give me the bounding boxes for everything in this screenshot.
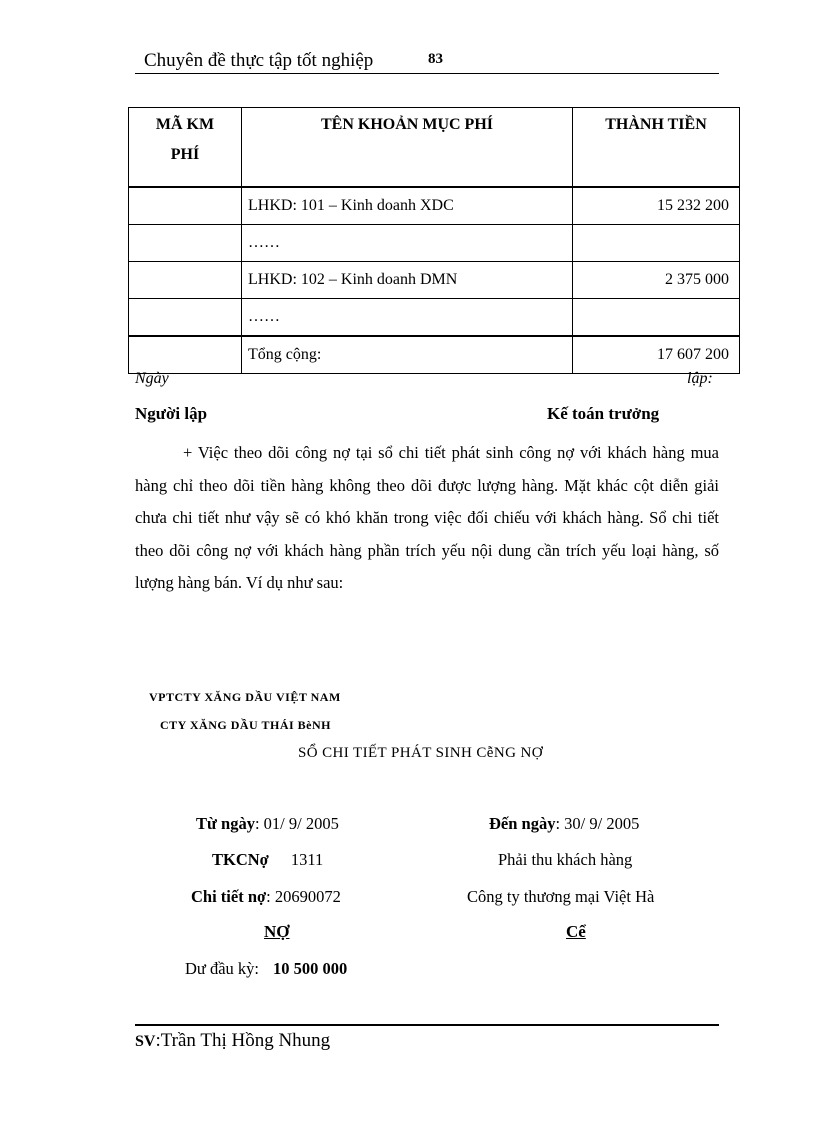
debit-account-value: 1311	[290, 850, 324, 869]
header-cost-code	[129, 108, 242, 188]
date-label: Ngày	[135, 370, 169, 387]
header-amount: THÀNH TIỀN	[573, 108, 740, 188]
table-total-row	[129, 336, 740, 374]
cost-name-cell: ……	[242, 225, 573, 262]
cost-name-cell: LHKD: 101 – Kinh doanh XDC	[242, 187, 573, 225]
customer-name: Công ty thương mại Việt Hà	[467, 887, 655, 906]
cost-code-cell	[129, 187, 242, 225]
header-cost-name: TÊN KHOẢN MỤC PHÍ	[242, 108, 573, 188]
cost-code-cell	[129, 336, 242, 374]
chief-accountant-label: Kế toán trưởng	[547, 404, 660, 423]
cost-item-table	[128, 107, 740, 374]
opening-balance	[185, 959, 347, 979]
opening-balance-label: Dư đầu kỳ:	[185, 959, 260, 978]
cost-code-cell	[129, 299, 242, 337]
table-row	[129, 262, 740, 299]
date-created-label: lập:	[687, 370, 713, 387]
table-row	[129, 225, 740, 262]
amount-cell	[573, 225, 740, 262]
debt-detail-label: Chi tiết nợ	[191, 887, 267, 906]
footer-divider	[135, 1024, 719, 1026]
opening-balance-value: 10 500 000	[273, 959, 348, 978]
total-amount-cell: 17 607 200	[573, 336, 740, 374]
cost-code-cell	[129, 225, 242, 262]
cost-code-cell	[129, 262, 242, 299]
student-label: SV	[135, 1033, 156, 1050]
debit-heading: NỢ	[264, 922, 290, 941]
from-date-value: : 01/ 9/ 2005	[254, 814, 339, 833]
debit-account-label: TKCNợ	[212, 850, 269, 869]
parent-organization: VPTCTY XĂNG DẦU VIỆT NAM	[149, 690, 341, 704]
from-date	[196, 814, 339, 834]
table-header-row	[129, 108, 740, 188]
ledger-title: SỔ CHI TIẾT PHÁT SINH CễNG NỢ	[298, 745, 543, 761]
to-date-label: Đến ngày	[489, 814, 556, 833]
total-label-cell: Tổng cộng:	[242, 336, 573, 374]
header-cost-code-line2: PHÍ	[170, 146, 200, 163]
header-cost-code-line1: MÃ KM	[155, 116, 215, 133]
amount-cell	[573, 299, 740, 337]
to-date	[489, 814, 639, 834]
preparer-label: Người lập	[135, 404, 208, 423]
table-row	[129, 187, 740, 225]
from-date-label: Từ ngày	[196, 814, 255, 833]
table-row	[129, 299, 740, 337]
branch-organization: CTY XĂNG DẦU THÁI BèNH	[160, 718, 332, 732]
to-date-value: : 30/ 9/ 2005	[555, 814, 640, 833]
header-divider	[135, 73, 719, 74]
debit-account	[212, 850, 323, 870]
credit-heading: Cể	[566, 922, 586, 941]
page-number: 83	[428, 51, 443, 67]
debt-detail-value: : 20690072	[266, 887, 341, 906]
cost-name-cell: ……	[242, 299, 573, 337]
amount-cell: 15 232 200	[573, 187, 740, 225]
body-paragraph: + Việc theo dõi công nợ tại sổ chi tiết phát sinh công nợ với khách hàng mua hàng chỉ theo dõi tiền hàng không theo dõi được lượng hàng. Mặt khác cột diễn giải chưa chi tiết như vậy sẽ có khó khăn trong việc đối chiếu với khách hàng. Sổ chi tiết theo dõi công nợ với khách hàng phần trích yếu nội dung cần trích yếu loại hàng, số lượng hàng bán. Ví dụ như sau:	[135, 443, 719, 593]
student-footer	[135, 1030, 330, 1052]
debt-detail	[191, 887, 341, 907]
running-header-title: Chuyên đề thực tập tốt nghiệp	[144, 50, 374, 71]
student-name: :Trần Thị Hồng Nhung	[155, 1030, 331, 1051]
account-description: Phải thu khách hàng	[498, 850, 633, 869]
cost-name-cell: LHKD: 102 – Kinh doanh DMN	[242, 262, 573, 299]
amount-cell: 2 375 000	[573, 262, 740, 299]
